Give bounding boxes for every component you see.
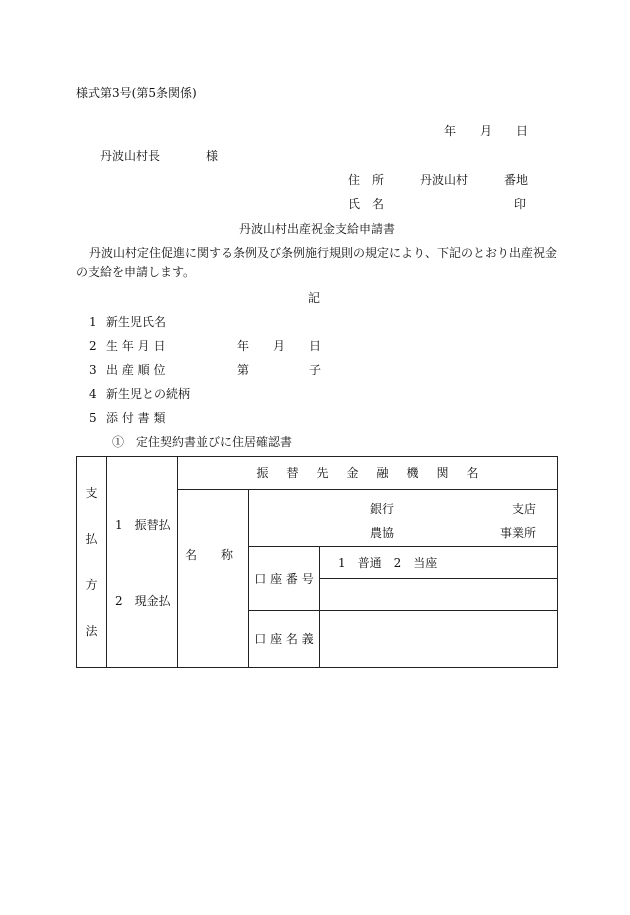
account-number-label-cell [249, 547, 320, 611]
branch-word: 支店 [512, 502, 537, 516]
name-label-cell [178, 490, 249, 668]
office-word: 事業所 [500, 526, 537, 540]
account-number-label: 口 座 番 号 [254, 571, 314, 586]
payment-method-cell [107, 457, 178, 668]
item-2-day: 日 [309, 339, 322, 353]
payment-method-table [76, 456, 558, 668]
item-2-num: 2 [89, 339, 97, 353]
date-year: 年 [444, 124, 457, 138]
item-3-suffix: 子 [309, 363, 322, 377]
name-label: 氏 名 [348, 197, 385, 211]
vertical-char-1: 支 [85, 486, 98, 500]
vertical-char-3: 方 [85, 578, 98, 592]
method-cash: 2 現金払 [115, 594, 171, 608]
item-4-num: 4 [89, 387, 97, 401]
method-transfer: 1 振替払 [115, 518, 171, 532]
item-1-num: 1 [89, 315, 97, 329]
addressee-name: 丹波山村長 [100, 149, 161, 163]
item-3-prefix: 第 [237, 363, 250, 377]
address-banchi: 番地 [504, 173, 529, 187]
item-4-label: 新生児との続柄 [106, 387, 191, 401]
nokyo-word: 農協 [370, 526, 395, 540]
item-1-label: 新生児氏名 [106, 315, 167, 329]
account-type: 1 普通 2 当座 [338, 555, 438, 570]
bank-name-label: 名 称 [185, 548, 234, 562]
item-3-label: 出 産 順 位 [106, 363, 166, 377]
bank-name-cell [249, 490, 558, 547]
ki-note: 記 [308, 291, 321, 305]
item-3-num: 3 [89, 363, 97, 377]
vertical-char-2: 払 [85, 532, 98, 546]
item-2-month: 月 [273, 339, 286, 353]
body-line-2: の支給を申請します。 [76, 265, 196, 279]
account-type-cell [320, 547, 558, 579]
payment-vertical-label-cell [77, 457, 107, 668]
date-month: 月 [480, 124, 493, 138]
account-holder-label-cell [249, 611, 320, 668]
account-number-value-cell [320, 579, 558, 611]
item-5-label: 添 付 書 類 [106, 411, 166, 425]
vertical-char-4: 法 [85, 624, 98, 638]
bank-header: 振替先金融機関名 [178, 457, 558, 490]
date-day: 日 [516, 124, 529, 138]
body-line-1: 丹波山村定住促進に関する条例及び条例施行規則の規定により、下記のとおり出産祝金 [89, 246, 558, 260]
account-holder-label: 口 座 名 義 [254, 632, 314, 646]
document-title: 丹波山村出産祝金支給申請書 [239, 222, 396, 236]
account-holder-value-cell [320, 611, 558, 668]
seal-mark: 印 [514, 197, 527, 211]
address-label: 住 所 [348, 173, 385, 187]
address-village: 丹波山村 [420, 173, 469, 187]
item-2-label: 生 年 月 日 [106, 339, 166, 353]
form-number: 様式第3号(第5条関係) [76, 86, 197, 100]
addressee-honorific: 様 [206, 149, 219, 163]
item-2-year: 年 [237, 339, 250, 353]
item-5-num: 5 [89, 411, 97, 425]
attachment-item: ① 定住契約書並びに住居確認書 [112, 435, 293, 449]
bank-word: 銀行 [370, 502, 395, 516]
